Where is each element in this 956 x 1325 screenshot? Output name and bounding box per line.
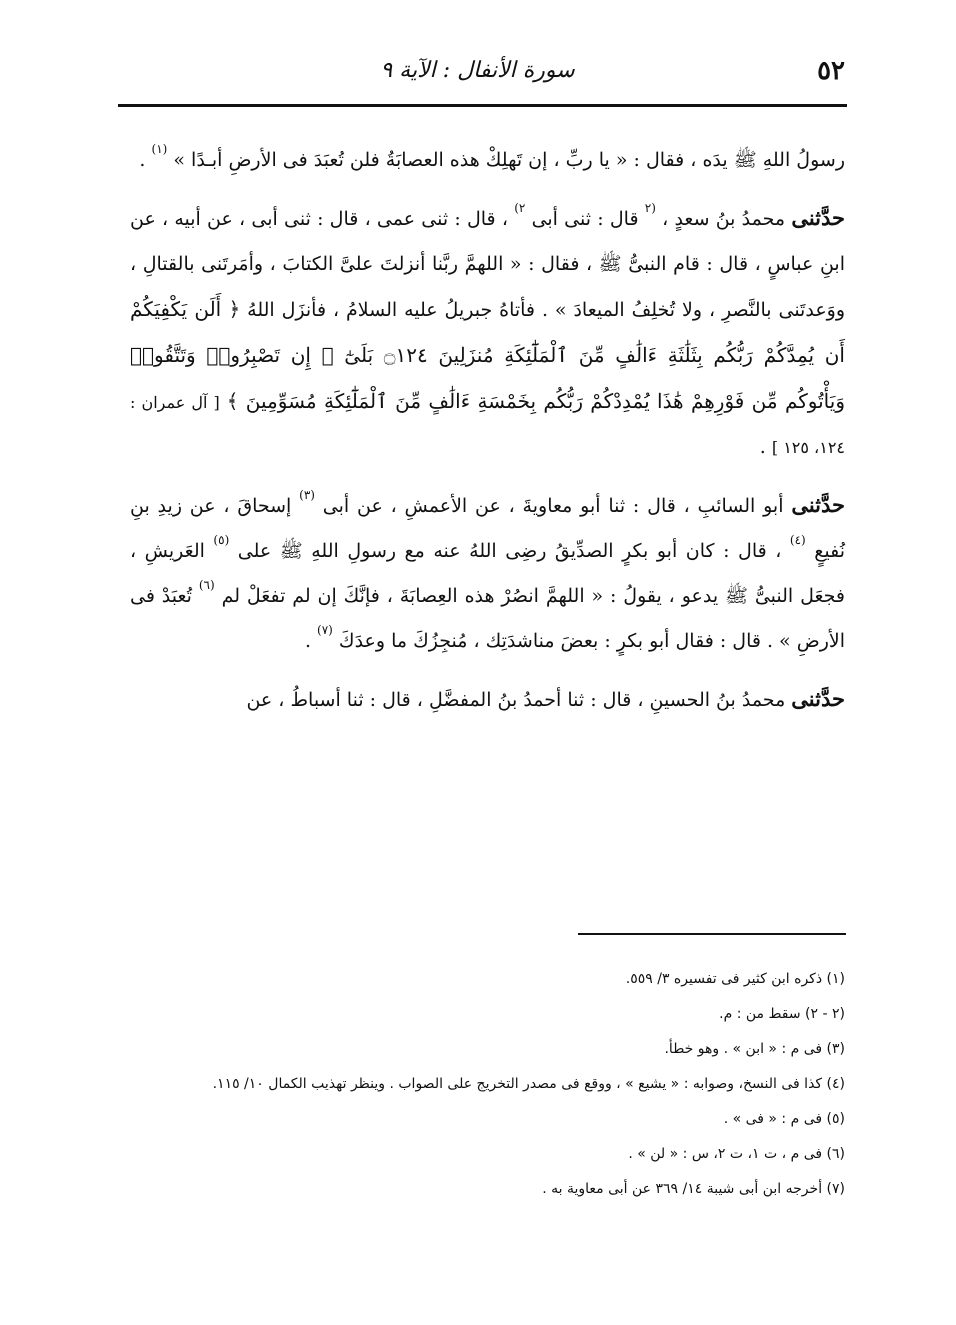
footnote-marker: (٤) bbox=[789, 532, 806, 547]
paragraph-text: ، قال : كان أبو بكرٍ الصدِّيقُ رضِى اللهُ عنه مع رسولِ اللهِ ﷺ على bbox=[237, 540, 782, 562]
paragraph-2 bbox=[130, 195, 845, 470]
footnote-6: (٦) فى م ، ت ١، ت ٢، س : « لن » . bbox=[628, 1146, 845, 1162]
paragraph-tail: . bbox=[759, 436, 766, 458]
footnote-marker: (٥) bbox=[213, 532, 230, 547]
paragraph-1 bbox=[130, 138, 845, 183]
paragraph-text: محمدُ بنُ الحسينِ ، قال : ثنا أحمدُ بنُ المفضَّلِ ، قال : ثنا أسباطُ ، عن bbox=[246, 689, 786, 711]
paragraph-3 bbox=[130, 482, 845, 664]
hadith-lead-word: حدَّثنى bbox=[791, 686, 845, 711]
footnote-separator bbox=[578, 933, 846, 935]
footnote-2: (٢ - ٢) سقط من : م. bbox=[719, 1006, 845, 1022]
footnote-marker: (٣) bbox=[299, 487, 315, 502]
page-header bbox=[110, 50, 845, 98]
paragraph-text: محمدُ بنُ سعدٍ ، bbox=[662, 208, 786, 230]
paragraph-text: تُعبَدْ فى الأرضِ » . قال : فقال أبو بكرٍ : بعضَ مناشدَتِك ، مُنجِزُكَ ما وعدَكَ bbox=[130, 585, 845, 652]
footnote-5: (٥) فى م : « فى » . bbox=[723, 1111, 845, 1127]
paragraph-text: رسولُ اللهِ ﷺ يدَه ، فقال : « يا ربِّ ، إن تَهلِكْ هذه العصابَةُ فلن تُعبَدَ فى الأرضِ أبـدًا » bbox=[173, 149, 845, 171]
hadith-lead-word: حدَّثنى bbox=[791, 492, 846, 517]
footnote-1: (١) ذكره ابن كثير فى تفسيره ٣/ ٥٥٩. bbox=[625, 971, 845, 987]
paragraph-text: العَريشِ ، فجعَل النبىُّ ﷺ يدعو ، يقولُ : « اللهمَّ انصُرْ هذه العِصابَةَ ، فإنَّكَ إن لم تفعَلْ لم bbox=[130, 540, 845, 607]
footnote-marker: (٧) bbox=[317, 622, 333, 637]
footnote-marker: ٢) bbox=[514, 200, 526, 215]
header-rule bbox=[118, 104, 847, 107]
paragraph-text: ، قال : ثنى عمى ، قال : ثنى أبى ، عن أبيه ، عن ابنِ عباسٍ ، قال : قام النبىُّ ﷺ ، فقال : « اللهمَّ ربَّنا أنزلتَ علىَّ الكتابَ ، وأمَرتَنى بالقتالِ ، ووَعدتَنى بالنَّصرِ ، ولا تُخلِفُ الميعادَ » . فأتاهُ جبريلُ عليه السلامُ ، فأنزَل اللهُ bbox=[130, 208, 846, 321]
hadith-lead-word: حدَّثنى bbox=[791, 205, 846, 230]
footnote-marker: (٦) bbox=[198, 577, 215, 592]
footnote-3: (٣) فى م : « ابن » . وهو خطأ. bbox=[664, 1041, 845, 1057]
running-title: سورة الأنفال : الآية ٩ bbox=[380, 58, 575, 83]
footnote-4: (٤) كذا فى النسخ، وصوابه : « يشيع » ، ووقع فى مصدر التخريج على الصواب . وينظر تهذيب الكمال ١٠/ ١١٥. bbox=[212, 1076, 845, 1092]
quran-verse: ﴿ أَلَن يَكْفِيَكُمْ أَن يُمِدَّكُمْ رَبُّكُم بِثَلَٰثَةِ ءَالَٰفٍ مِّنَ ٱلْمَلَٰٓئِكَةِ مُنزَلِينَ ۝١٢٤ بَلَىٰٓ ۚ إِن تَصْبِرُوا۟ وَتَتَّقُوا۟ وَيَأْتُوكُم مِّن فَوْرِهِمْ هَٰذَا يُمْدِدْكُمْ رَبُّكُم بِخَمْسَةِ ءَالَٰفٍ مِّنَ ٱلْمَلَٰٓئِكَةِ مُسَوِّمِينَ ﴾ bbox=[130, 297, 845, 413]
footnotes bbox=[130, 962, 845, 1207]
footnote-marker: (٢ bbox=[644, 200, 656, 215]
main-text bbox=[130, 138, 845, 723]
footnote-7: (٧) أخرجه ابن أبى شيبة ١٤/ ٣٦٩ عن أبى معاوية به . bbox=[542, 1181, 845, 1197]
page-number: ٥٢ bbox=[817, 56, 845, 86]
paragraph-4 bbox=[130, 676, 845, 723]
paragraph-text: إسحاقَ ، عن زيدِ بنِ نُفيعٍ bbox=[130, 495, 845, 562]
paragraph-text: قال : ثنى أبى bbox=[531, 208, 639, 230]
paragraph-tail: . bbox=[304, 630, 311, 652]
paragraph-text: أبو السائبِ ، قال : ثنا أبو معاويةَ ، عن الأعمشِ ، عن أبى bbox=[322, 495, 784, 517]
paragraph-tail: . bbox=[139, 149, 146, 171]
verse-reference: [ آل عمران : ١٢٤، ١٢٥ ] bbox=[130, 393, 845, 457]
footnote-marker: (١) bbox=[151, 141, 168, 156]
